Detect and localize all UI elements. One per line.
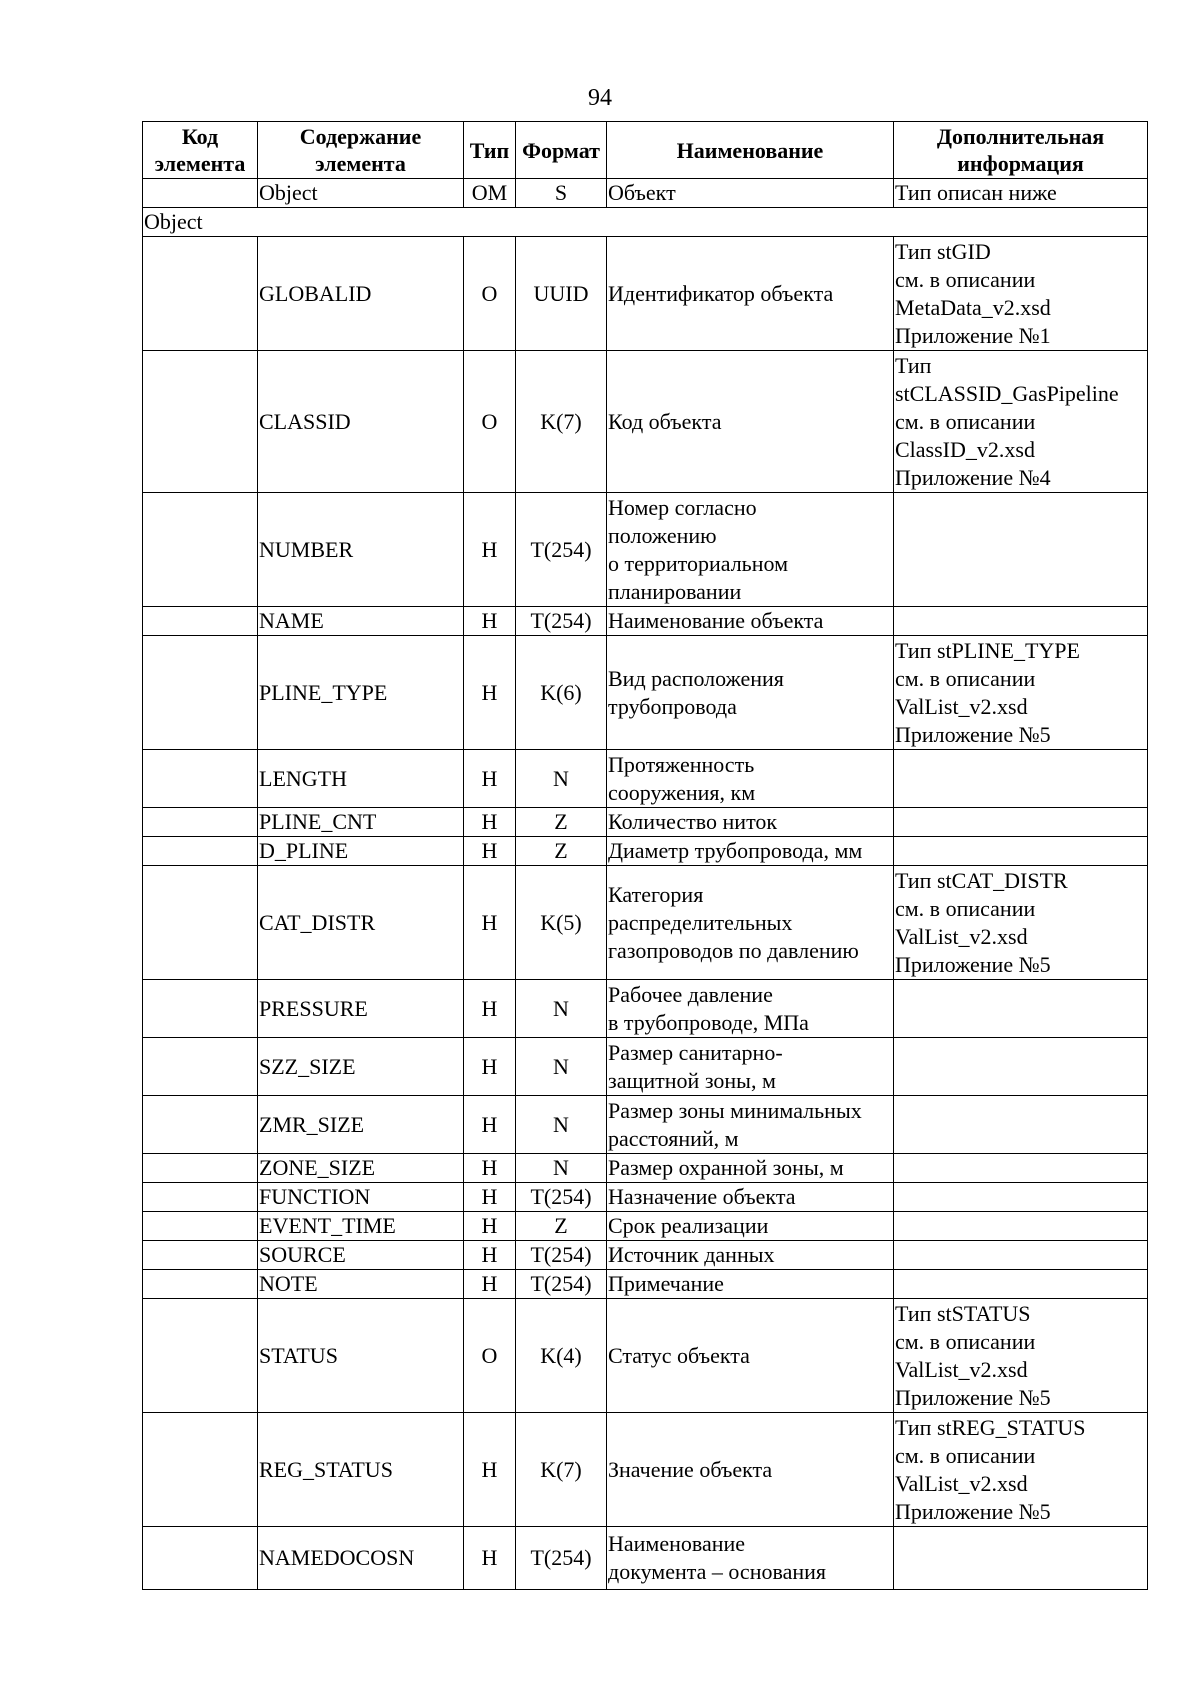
cell-info: Тип описан ниже bbox=[894, 179, 1148, 208]
cell-type: H bbox=[464, 980, 516, 1038]
cell-name: Вид расположения трубопровода bbox=[607, 636, 894, 750]
cell-content: PLINE_CNT bbox=[258, 808, 464, 837]
table-row bbox=[143, 1183, 1148, 1212]
cell-content: SZZ_SIZE bbox=[258, 1038, 464, 1096]
cell-code bbox=[143, 237, 258, 351]
cell-code bbox=[143, 866, 258, 980]
cell-name: Код объекта bbox=[607, 351, 894, 493]
header-info: Дополнительная информация bbox=[894, 122, 1148, 179]
cell-name: Размер охранной зоны, м bbox=[607, 1154, 894, 1183]
cell-type: H bbox=[464, 837, 516, 866]
cell-code bbox=[143, 179, 258, 208]
cell-code bbox=[143, 1527, 258, 1590]
cell-type: H bbox=[464, 808, 516, 837]
table-row-object bbox=[143, 179, 1148, 208]
table-header-row bbox=[143, 122, 1148, 179]
table-row bbox=[143, 1154, 1148, 1183]
cell-code bbox=[143, 1183, 258, 1212]
table-row bbox=[143, 1038, 1148, 1096]
cell-type: H bbox=[464, 1270, 516, 1299]
page-number: 94 bbox=[588, 85, 612, 111]
cell-format: Z bbox=[516, 837, 607, 866]
cell-info: Тип stCAT_DISTR см. в описании ValList_v2.xsd Приложение №5 bbox=[894, 866, 1148, 980]
cell-type: O bbox=[464, 351, 516, 493]
table-row bbox=[143, 1241, 1148, 1270]
cell-code bbox=[143, 750, 258, 808]
cell-content: NAME bbox=[258, 607, 464, 636]
cell-format: K(5) bbox=[516, 866, 607, 980]
cell-type: H bbox=[464, 1038, 516, 1096]
cell-content: GLOBALID bbox=[258, 237, 464, 351]
cell-type: H bbox=[464, 750, 516, 808]
cell-type: O bbox=[464, 1299, 516, 1413]
cell-code bbox=[143, 351, 258, 493]
cell-name: Срок реализации bbox=[607, 1212, 894, 1241]
cell-name: Статус объекта bbox=[607, 1299, 894, 1413]
cell-content: NOTE bbox=[258, 1270, 464, 1299]
cell-format: N bbox=[516, 1038, 607, 1096]
section-title: Object bbox=[143, 208, 1148, 237]
cell-format: K(7) bbox=[516, 351, 607, 493]
cell-type: H bbox=[464, 866, 516, 980]
cell-name: Диаметр трубопровода, мм bbox=[607, 837, 894, 866]
element-spec-table bbox=[142, 121, 1148, 1590]
table-row bbox=[143, 237, 1148, 351]
cell-name: Идентификатор объекта bbox=[607, 237, 894, 351]
cell-format: N bbox=[516, 1096, 607, 1154]
section-row bbox=[143, 208, 1148, 237]
cell-code bbox=[143, 493, 258, 607]
cell-format: K(4) bbox=[516, 1299, 607, 1413]
table-row bbox=[143, 607, 1148, 636]
table-row bbox=[143, 1212, 1148, 1241]
table-row bbox=[143, 866, 1148, 980]
cell-format: N bbox=[516, 980, 607, 1038]
cell-code bbox=[143, 607, 258, 636]
table-row bbox=[143, 636, 1148, 750]
cell-info: Тип stPLINE_TYPE см. в описании ValList_v2.xsd Приложение №5 bbox=[894, 636, 1148, 750]
cell-info bbox=[894, 1270, 1148, 1299]
cell-content: D_PLINE bbox=[258, 837, 464, 866]
cell-info bbox=[894, 980, 1148, 1038]
cell-code bbox=[143, 808, 258, 837]
table-row bbox=[143, 493, 1148, 607]
cell-name: Объект bbox=[607, 179, 894, 208]
cell-content: EVENT_TIME bbox=[258, 1212, 464, 1241]
cell-content: LENGTH bbox=[258, 750, 464, 808]
cell-code bbox=[143, 1212, 258, 1241]
cell-code bbox=[143, 980, 258, 1038]
cell-info bbox=[894, 1212, 1148, 1241]
cell-type: H bbox=[464, 493, 516, 607]
table-row bbox=[143, 1413, 1148, 1527]
cell-type: H bbox=[464, 1241, 516, 1270]
cell-content: PRESSURE bbox=[258, 980, 464, 1038]
table-row bbox=[143, 1299, 1148, 1413]
cell-content: CAT_DISTR bbox=[258, 866, 464, 980]
cell-format: T(254) bbox=[516, 607, 607, 636]
cell-info bbox=[894, 1154, 1148, 1183]
cell-code bbox=[143, 1154, 258, 1183]
cell-info bbox=[894, 493, 1148, 607]
cell-format: T(254) bbox=[516, 493, 607, 607]
header-content: Содержание элемента bbox=[258, 122, 464, 179]
header-format: Формат bbox=[516, 122, 607, 179]
cell-type: H bbox=[464, 1096, 516, 1154]
cell-name: Наименование документа – основания bbox=[607, 1527, 894, 1590]
cell-content: REG_STATUS bbox=[258, 1413, 464, 1527]
cell-content: ZONE_SIZE bbox=[258, 1154, 464, 1183]
cell-content: CLASSID bbox=[258, 351, 464, 493]
cell-format: T(254) bbox=[516, 1183, 607, 1212]
table-row bbox=[143, 1270, 1148, 1299]
cell-code bbox=[143, 636, 258, 750]
cell-info: Тип stSTATUS см. в описании ValList_v2.xsd Приложение №5 bbox=[894, 1299, 1148, 1413]
cell-format: Z bbox=[516, 808, 607, 837]
cell-format: T(254) bbox=[516, 1241, 607, 1270]
cell-name: Назначение объекта bbox=[607, 1183, 894, 1212]
cell-info bbox=[894, 607, 1148, 636]
cell-info bbox=[894, 1183, 1148, 1212]
cell-content: NUMBER bbox=[258, 493, 464, 607]
cell-code bbox=[143, 1270, 258, 1299]
cell-format: N bbox=[516, 1154, 607, 1183]
cell-code bbox=[143, 837, 258, 866]
cell-info: Тип stGID см. в описании MetaData_v2.xsd Приложение №1 bbox=[894, 237, 1148, 351]
cell-format: K(6) bbox=[516, 636, 607, 750]
header-code: Код элемента bbox=[143, 122, 258, 179]
cell-type: H bbox=[464, 1527, 516, 1590]
header-type: Тип bbox=[464, 122, 516, 179]
cell-name: Рабочее давление в трубопроводе, МПа bbox=[607, 980, 894, 1038]
cell-name: Категория распределительных газопроводов по давлению bbox=[607, 866, 894, 980]
cell-format: T(254) bbox=[516, 1527, 607, 1590]
cell-name: Примечание bbox=[607, 1270, 894, 1299]
cell-content: PLINE_TYPE bbox=[258, 636, 464, 750]
cell-type: H bbox=[464, 1212, 516, 1241]
cell-content: SOURCE bbox=[258, 1241, 464, 1270]
cell-code bbox=[143, 1299, 258, 1413]
table-row bbox=[143, 1527, 1148, 1590]
cell-info bbox=[894, 837, 1148, 866]
table-row bbox=[143, 351, 1148, 493]
cell-name: Количество ниток bbox=[607, 808, 894, 837]
cell-content: ZMR_SIZE bbox=[258, 1096, 464, 1154]
cell-content: STATUS bbox=[258, 1299, 464, 1413]
cell-format: UUID bbox=[516, 237, 607, 351]
table-row bbox=[143, 750, 1148, 808]
table-row bbox=[143, 808, 1148, 837]
cell-type: OM bbox=[464, 179, 516, 208]
table-row bbox=[143, 980, 1148, 1038]
table-row bbox=[143, 837, 1148, 866]
cell-format: N bbox=[516, 750, 607, 808]
cell-type: H bbox=[464, 1413, 516, 1527]
cell-code bbox=[143, 1096, 258, 1154]
cell-name: Значение объекта bbox=[607, 1413, 894, 1527]
cell-name: Протяженность сооружения, км bbox=[607, 750, 894, 808]
cell-type: O bbox=[464, 237, 516, 351]
header-name: Наименование bbox=[607, 122, 894, 179]
cell-format: T(254) bbox=[516, 1270, 607, 1299]
table-row bbox=[143, 1096, 1148, 1154]
cell-name: Наименование объекта bbox=[607, 607, 894, 636]
cell-type: H bbox=[464, 607, 516, 636]
cell-code bbox=[143, 1413, 258, 1527]
cell-format: K(7) bbox=[516, 1413, 607, 1527]
cell-content: FUNCTION bbox=[258, 1183, 464, 1212]
cell-info bbox=[894, 1241, 1148, 1270]
cell-type: H bbox=[464, 1154, 516, 1183]
cell-type: H bbox=[464, 1183, 516, 1212]
cell-info bbox=[894, 808, 1148, 837]
cell-info bbox=[894, 750, 1148, 808]
cell-content: NAMEDOCOSN bbox=[258, 1527, 464, 1590]
cell-info bbox=[894, 1527, 1148, 1590]
cell-format: S bbox=[516, 179, 607, 208]
cell-type: H bbox=[464, 636, 516, 750]
cell-name: Размер зоны минимальных расстояний, м bbox=[607, 1096, 894, 1154]
cell-code bbox=[143, 1038, 258, 1096]
cell-name: Размер санитарно- защитной зоны, м bbox=[607, 1038, 894, 1096]
cell-content: Object bbox=[258, 179, 464, 208]
cell-info: Тип stCLASSID_GasPipeline см. в описании ClassID_v2.xsd Приложение №4 bbox=[894, 351, 1148, 493]
cell-code bbox=[143, 1241, 258, 1270]
cell-info: Тип stREG_STATUS см. в описании ValList_v2.xsd Приложение №5 bbox=[894, 1413, 1148, 1527]
cell-name: Источник данных bbox=[607, 1241, 894, 1270]
cell-name: Номер согласно положению о территориальном планировании bbox=[607, 493, 894, 607]
cell-format: Z bbox=[516, 1212, 607, 1241]
cell-info bbox=[894, 1096, 1148, 1154]
cell-info bbox=[894, 1038, 1148, 1096]
